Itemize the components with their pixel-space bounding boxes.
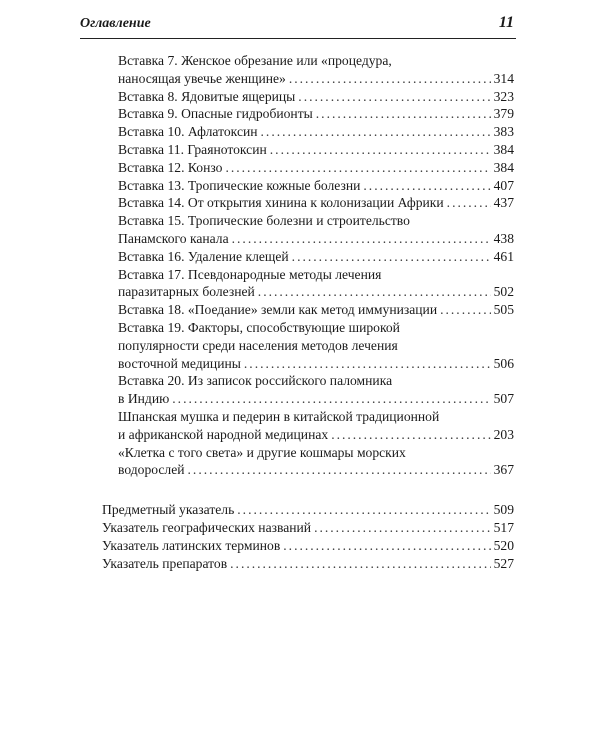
entry-final-line xyxy=(118,355,514,373)
table-of-contents xyxy=(0,52,600,572)
section-gap xyxy=(0,479,600,501)
entry-page-number: 367 xyxy=(493,462,514,478)
inset-entries-list xyxy=(0,52,600,479)
entry-title-line: Вставка 18. «Поедание» земли как метод иммунизации xyxy=(118,302,438,318)
index-entry[interactable] xyxy=(102,555,514,573)
entry-title-line: наносящая увечье женщине» xyxy=(118,70,286,86)
entry-title-line: Указатель географических названий xyxy=(102,519,312,535)
dot-leader xyxy=(258,283,491,301)
toc-entry[interactable] xyxy=(118,52,514,88)
entry-title-line: Вставка 11. Граянотоксин xyxy=(118,141,267,157)
dot-leader xyxy=(363,177,490,195)
entry-title-line: Вставка 14. От открытия хинина к колонизации Африки xyxy=(118,195,444,211)
entry-page-number: 203 xyxy=(493,426,514,442)
entry-final-line xyxy=(118,88,514,106)
toc-entry[interactable] xyxy=(118,408,514,444)
dot-leader xyxy=(172,390,490,408)
entry-page-number: 517 xyxy=(493,519,514,535)
entry-final-line xyxy=(118,123,514,141)
entry-title-line: Указатель латинских терминов xyxy=(102,537,281,553)
toc-entry[interactable] xyxy=(118,105,514,123)
entry-title-line: Панамского канала xyxy=(118,230,229,246)
entry-page-number: 384 xyxy=(493,141,514,157)
entry-page-number: 506 xyxy=(493,355,514,371)
entry-title-line: Вставка 16. Удаление клещей xyxy=(118,248,289,264)
toc-entry[interactable] xyxy=(118,141,514,159)
entry-title-line: и африканской народной медицинах xyxy=(118,426,329,442)
entry-title-line: Вставка 20. Из записок российского паломника xyxy=(118,373,393,389)
entry-final-line xyxy=(118,194,514,212)
page-number: 11 xyxy=(498,14,514,31)
dot-leader xyxy=(232,230,491,248)
entry-title-line: Вставка 9. Опасные гидробионты xyxy=(118,106,313,122)
dot-leader xyxy=(289,70,491,88)
dot-leader xyxy=(447,194,491,212)
entry-final-line xyxy=(118,283,514,301)
entry-final-line xyxy=(102,519,514,537)
entry-final-line xyxy=(118,159,514,177)
index-entries-list xyxy=(0,501,600,572)
index-entry[interactable] xyxy=(102,501,514,519)
toc-entry[interactable] xyxy=(118,177,514,195)
dot-leader xyxy=(270,141,491,159)
entry-title-line: «Клетка с того света» и другие кошмары морских xyxy=(118,444,406,460)
toc-entry[interactable] xyxy=(118,372,514,408)
dot-leader xyxy=(225,159,490,177)
entry-page-number: 379 xyxy=(493,106,514,122)
entry-title-line: Указатель препаратов xyxy=(102,555,228,571)
entry-final-line xyxy=(118,105,514,123)
entry-title-line: Вставка 19. Факторы, способствующие широкой xyxy=(118,319,400,335)
entry-final-line xyxy=(118,461,514,479)
dot-leader xyxy=(331,426,490,444)
entry-page-number: 505 xyxy=(493,302,514,318)
entry-title-line: Вставка 13. Тропические кожные болезни xyxy=(118,177,361,193)
dot-leader xyxy=(298,88,490,106)
entry-page-number: 407 xyxy=(493,177,514,193)
entry-page-number: 438 xyxy=(493,230,514,246)
section-title: Оглавление xyxy=(80,16,151,31)
toc-entry[interactable] xyxy=(118,123,514,141)
dot-leader xyxy=(261,123,491,141)
index-entry[interactable] xyxy=(102,519,514,537)
entry-final-line xyxy=(102,555,514,573)
entry-page-number: 384 xyxy=(493,159,514,175)
toc-entry[interactable] xyxy=(118,266,514,302)
entry-page-number: 461 xyxy=(493,248,514,264)
entry-final-line xyxy=(118,301,514,319)
dot-leader xyxy=(283,537,490,555)
entry-page-number: 507 xyxy=(493,391,514,407)
entry-title-line: Предметный указатель xyxy=(102,502,235,518)
entry-final-line xyxy=(118,426,514,444)
entry-final-line xyxy=(118,248,514,266)
entry-title-line: паразитарных болезней xyxy=(118,284,255,300)
entry-final-line xyxy=(118,390,514,408)
dot-leader xyxy=(440,301,491,319)
toc-entry[interactable] xyxy=(118,88,514,106)
entry-final-line xyxy=(118,141,514,159)
entry-page-number: 509 xyxy=(493,502,514,518)
entry-page-number: 323 xyxy=(493,88,514,104)
entry-title-line: Вставка 8. Ядовитые ящерицы xyxy=(118,88,296,104)
entry-title-line: в Индию xyxy=(118,391,170,407)
entry-final-line xyxy=(102,537,514,555)
dot-leader xyxy=(292,248,491,266)
entry-final-line xyxy=(102,501,514,519)
dot-leader xyxy=(188,461,491,479)
toc-entry[interactable] xyxy=(118,319,514,372)
toc-entry[interactable] xyxy=(118,444,514,480)
entry-title-line: Шпанская мушка и педерин в китайской традиционной xyxy=(118,408,440,424)
dot-leader xyxy=(314,519,491,537)
dot-leader xyxy=(244,355,491,373)
entry-page-number: 437 xyxy=(493,195,514,211)
entry-title-line: Вставка 12. Конзо xyxy=(118,159,223,175)
dot-leader xyxy=(230,555,490,573)
entry-title-line: Вставка 7. Женское обрезание или «процедура, xyxy=(118,53,392,68)
entry-final-line xyxy=(118,230,514,248)
index-entry[interactable] xyxy=(102,537,514,555)
entry-title-line: популярности среди населения методов лечения xyxy=(118,337,398,353)
entry-title-line: Вставка 10. Афлатоксин xyxy=(118,124,258,140)
toc-entry[interactable] xyxy=(118,194,514,212)
entry-title-line: Вставка 17. Псевдонародные методы лечения xyxy=(118,266,382,282)
entry-title-line: водорослей xyxy=(118,462,185,478)
entry-page-number: 383 xyxy=(493,124,514,140)
entry-page-number: 520 xyxy=(493,537,514,553)
entry-page-number: 527 xyxy=(493,555,514,571)
dot-leader xyxy=(316,105,491,123)
dot-leader xyxy=(237,501,490,519)
entry-page-number: 314 xyxy=(493,70,514,86)
entry-final-line xyxy=(118,177,514,195)
entry-page-number: 502 xyxy=(493,284,514,300)
running-header xyxy=(80,16,516,39)
toc-entry[interactable] xyxy=(118,248,514,266)
toc-entry[interactable] xyxy=(118,301,514,319)
entry-title-line: восточной медицины xyxy=(118,355,241,371)
entry-title-line: Вставка 15. Тропические болезни и строительство xyxy=(118,213,410,229)
toc-entry[interactable] xyxy=(118,212,514,248)
toc-entry[interactable] xyxy=(118,159,514,177)
entry-final-line xyxy=(118,70,514,88)
